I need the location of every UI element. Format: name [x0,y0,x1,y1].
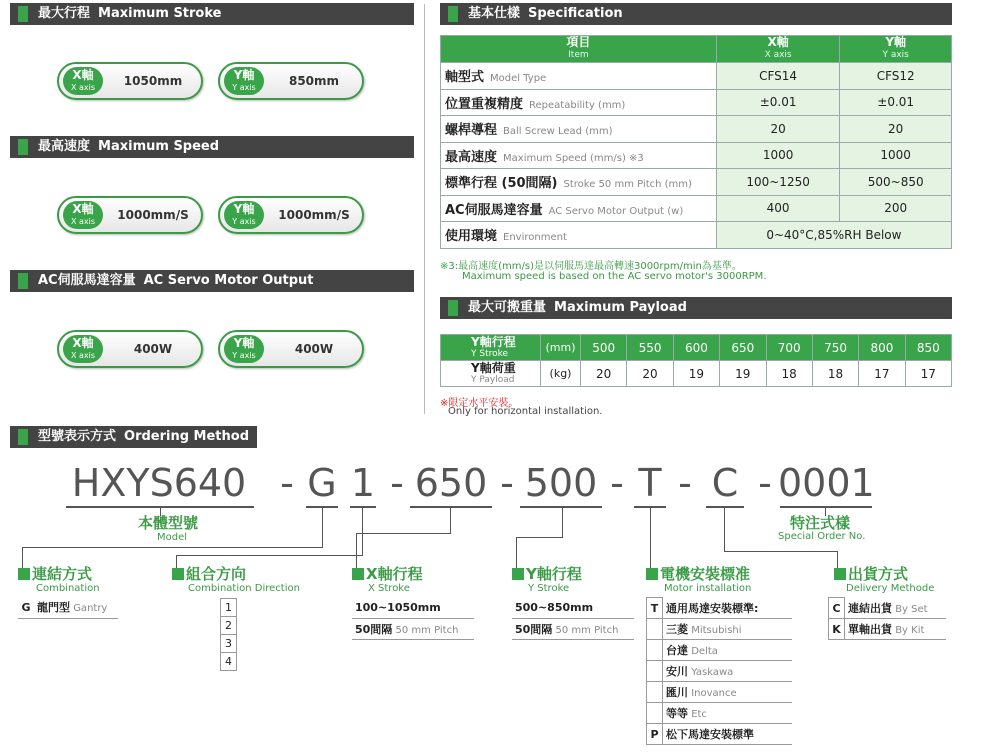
list-item [512,597,634,618]
spec-x-value: 400 [716,195,840,222]
stroke-y-pill [218,62,364,100]
list-item [647,598,793,619]
label-zh: Y軸荷重 [471,360,516,375]
payload-stroke-value: 600 [673,335,719,361]
option-en: Mitsubishi [691,625,742,636]
underline-direction [350,506,376,508]
speed-y-value: 1000mm/S [278,208,350,222]
label-square [834,568,846,580]
list-item [647,661,793,682]
payload-weight-label [441,361,541,387]
specification-header [440,3,952,25]
badge-zh: Y軸 [233,202,255,216]
spec-key [441,63,717,90]
badge-en: X axis [70,83,96,92]
header-en: Maximum Payload [554,300,687,315]
head-zh: Y軸 [885,35,907,49]
payload-header [440,297,952,319]
payload-weight-value: 19 [673,361,719,387]
option-text [663,598,793,619]
y-stroke-options [512,597,634,640]
option-text [663,724,793,745]
payload-note-en: Only for horizontal installation. [448,406,603,417]
x-stroke-range: 100~1050mm [352,597,474,618]
option-zh: 三菱 [666,623,688,636]
head-zh: 項目 [566,35,591,49]
header-zh: 最高速度 [38,139,91,154]
spec-x-value: ±0.01 [716,89,840,116]
spec-note-zh: ※3:最高速度(mm/s)是以伺服馬達最高轉速3000rpm/min為基準。 [440,261,742,272]
list-item [352,618,474,639]
speed-y-pill [218,196,364,234]
badge-zh: X軸 [72,68,94,82]
model-label-zh: 本體型號 [138,514,199,532]
payload-weight-unit: (kg) [541,361,581,387]
direction-label-en: Combination Direction [188,583,300,594]
direction-label [172,563,246,584]
list-item [221,617,237,635]
badge-zh: X軸 [72,336,94,350]
x-axis-badge [63,67,103,95]
spec-key [441,222,717,249]
y-stroke-range: 500~850mm [512,597,634,618]
key-zh: 位置重複精度 [445,96,524,112]
option-text [663,640,793,661]
key-en: Environment [503,232,567,244]
head-en: X axis [764,50,792,60]
table-row [441,142,952,169]
option-zh: 松下馬達安裝標準 [666,728,754,741]
delivery-label [834,563,908,584]
x-stroke-label [352,563,423,584]
head-en: Item [568,50,589,60]
payload-weight-value: 17 [905,361,951,387]
stroke-y-value: 850mm [288,74,340,88]
spec-head-item [441,36,717,63]
direction-option: 2 [221,617,237,635]
label-zh: 組合方向 [186,565,247,583]
payload-stroke-value: 550 [627,335,673,361]
payload-weight-value: 18 [812,361,858,387]
badge-zh: Y軸 [233,68,255,82]
spec-y-value: 20 [840,116,952,143]
direction-option: 3 [221,635,237,653]
list-item [221,635,237,653]
key-en: AC Servo Motor Output (w) [548,205,684,217]
payload-weight-value: 18 [766,361,812,387]
special-label-zh: 特注式樣 [790,514,851,532]
option-letter: P [647,724,663,745]
spec-header-row [441,36,952,63]
speed-x-value: 1000mm/S [117,208,189,222]
code-dash: - [500,461,514,505]
code-motor: T [638,461,662,505]
x-stroke-options [352,597,474,640]
head-zh: X軸 [767,35,789,49]
label-en: Y Payload [471,374,515,385]
list-item [829,619,947,640]
badge-en: Y axis [232,217,256,226]
code-dash: - [678,461,692,505]
connector-x-stroke [356,533,451,534]
list-item [221,599,237,617]
list-item [221,653,237,671]
option-zh: 龍門型 [37,601,70,615]
option-letter [647,619,663,640]
payload-weight-value: 19 [720,361,766,387]
spec-x-value: 100~1250 [716,169,840,196]
badge-en: Y axis [232,351,256,360]
key-en: Ball Screw Lead (mm) [503,126,613,138]
model-label-en: Model [157,532,188,543]
option-text [663,661,793,682]
payload-stroke-value: 700 [766,335,812,361]
option-zh: 安川 [666,665,688,678]
underline-special-no [780,506,872,508]
spec-table [440,35,952,249]
table-row [441,169,952,196]
payload-stroke-unit: (mm) [541,335,581,361]
payload-stroke-value: 650 [720,335,766,361]
code-dash: - [758,461,772,505]
label-square [512,568,524,580]
label-zh: Y軸行程 [526,565,582,583]
option-zh: 台達 [666,644,688,657]
code-model: HXYS640 [71,461,247,505]
spec-x-value: 20 [716,116,840,143]
connector-delivery [724,508,725,552]
connector-direction [176,555,363,556]
y-stroke-label-en: Y Stroke [528,583,570,594]
speed-x-pill [57,196,203,234]
payload-stroke-label [441,335,541,361]
option-text [845,619,947,640]
option-letter [647,682,663,703]
spec-y-value: 1000 [840,142,952,169]
spec-head-y [840,36,952,63]
combination-label [18,563,92,584]
table-row [441,195,952,222]
underline-x-stroke [410,506,492,508]
label-en: Y Stroke [471,348,509,359]
servo-output-header [10,270,414,292]
code-special-no: 0001 [778,461,875,505]
option-zh: 連結出貨 [848,601,892,615]
list-item [829,598,947,619]
pitch-en: 50 mm Pitch [555,624,619,636]
y-axis-badge [224,201,264,229]
spec-key [441,89,717,116]
stroke-x-pill [57,62,203,100]
connector-y-stroke [516,537,563,538]
delivery-options [828,597,946,640]
table-row [441,116,952,143]
header-en: Specification [528,6,623,21]
option-en: Etc [691,709,707,720]
option-text [34,597,118,618]
combination-options [18,597,118,619]
combination-label-en: Combination [36,583,100,594]
header-zh: AC伺服馬達容量 [38,273,136,288]
connector-delivery [724,551,838,552]
direction-option: 1 [221,599,237,617]
x-stroke-label-en: X Stroke [368,583,410,594]
direction-option: 4 [221,653,237,671]
underline-delivery [706,506,744,508]
label-square [352,568,364,580]
badge-en: X axis [70,351,96,360]
option-en: Gantry [73,603,108,615]
payload-stroke-row [441,335,952,361]
option-text [663,703,793,724]
label-square [646,568,658,580]
spec-y-value: 200 [840,195,952,222]
badge-en: X axis [70,217,96,226]
label-zh: Y軸行程 [471,334,516,349]
key-zh: 標準行程 (50間隔) [445,176,558,192]
y-stroke-label [512,563,582,584]
header-en: Maximum Stroke [98,6,222,21]
payload-stroke-value: 750 [812,335,858,361]
key-zh: 使用環境 [445,229,498,245]
spec-y-value: 500~850 [840,169,952,196]
code-direction: 1 [350,461,376,505]
list-item [352,597,474,618]
list-item [647,619,793,640]
x-axis-badge [63,335,103,363]
label-square [172,568,184,580]
head-en: Y axis [882,50,909,60]
ordering-header [10,426,257,448]
y-axis-badge [224,335,264,363]
header-zh: 最大行程 [38,6,91,21]
list-item [512,618,634,639]
direction-options [220,598,237,671]
spec-note-en: Maximum speed is based on the AC servo motor's 3000RPM. [462,271,767,282]
output-y-value: 400W [294,342,334,356]
special-label-en: Special Order No. [778,531,866,542]
option-en: By Kit [895,625,925,636]
option-letter: C [829,598,845,619]
spec-x-value: CFS14 [716,63,840,90]
spec-key [441,195,717,222]
key-en: Model Type [490,73,547,85]
spec-y-value: ±0.01 [840,89,952,116]
payload-stroke-value: 800 [859,335,905,361]
table-row [441,222,952,249]
y-stroke-pitch [512,618,634,639]
connector-combination [22,547,323,548]
output-y-pill [218,330,364,368]
header-en: Ordering Method [124,429,250,444]
payload-weight-row [441,361,952,387]
option-text [845,598,947,619]
key-zh: AC伺服馬達容量 [445,202,543,218]
spec-key [441,116,717,143]
output-x-value: 400W [133,342,173,356]
motor-options [646,597,792,745]
key-en: Stroke 50 mm Pitch (mm) [563,179,692,191]
header-zh: 最大可搬重量 [468,300,547,315]
spec-y-value: CFS12 [840,63,952,90]
badge-zh: X軸 [72,202,94,216]
option-zh: 單軸出貨 [848,623,892,636]
label-zh: 連結方式 [32,565,93,583]
table-row [441,89,952,116]
badge-zh: Y軸 [233,336,255,350]
column-divider [424,4,425,414]
option-letter: T [647,598,663,619]
list-item [647,703,793,724]
x-stroke-pitch [352,618,474,639]
list-item [647,682,793,703]
connector-x-stroke [450,508,451,534]
code-dash: - [610,461,624,505]
header-en: Maximum Speed [98,139,220,154]
y-axis-badge [224,67,264,95]
option-letter: K [829,619,845,640]
key-zh: 軸型式 [445,70,485,86]
code-dash: - [280,461,294,505]
pitch-en: 50 mm Pitch [395,624,459,636]
payload-weight-value: 20 [581,361,627,387]
option-letter [647,661,663,682]
header-zh: 基本仕樣 [468,6,521,21]
option-letter: G [18,597,34,618]
connector-combination [322,508,323,548]
label-zh: X軸行程 [366,565,423,583]
pitch-zh: 50間隔 [355,622,393,636]
option-zh: 通用馬達安裝標準: [666,601,759,615]
motor-label [646,563,750,584]
option-letter [647,703,663,724]
badge-en: Y axis [232,83,256,92]
label-zh: 出貨方式 [848,565,909,583]
max-speed-header [10,136,414,158]
connector-motor [650,508,651,569]
key-zh: 最高速度 [445,149,498,165]
output-x-pill [57,330,203,368]
key-en: Repeatability (mm) [529,99,626,111]
option-en: Inovance [691,688,737,699]
option-en: By Set [895,603,928,615]
label-zh: 電機安裝標准 [660,565,751,583]
code-y-stroke: 500 [524,461,598,505]
payload-note-zh: ※限定水平安裝。 [440,398,519,409]
option-text [663,682,793,703]
option-en: Yaskawa [691,667,734,678]
spec-head-x [716,36,840,63]
spec-key [441,169,717,196]
list-item [647,724,793,745]
pitch-zh: 50間隔 [515,622,553,636]
underline-y-stroke [520,506,602,508]
payload-weight-value: 20 [627,361,673,387]
max-stroke-header [10,3,414,25]
spec-xy-value: 0~40°C,85%RH Below [716,222,951,249]
table-row [441,63,952,90]
code-combination: G [307,461,337,505]
x-axis-badge [63,201,103,229]
delivery-label-en: Delivery Methode [846,583,935,594]
payload-table [440,334,952,387]
option-en: Delta [691,646,718,657]
key-zh: 螺桿導程 [445,123,498,139]
list-item [647,640,793,661]
motor-label-en: Motor installation [664,583,752,594]
payload-stroke-value: 500 [581,335,627,361]
key-en: Maximum Speed (mm/s) ※3 [503,152,644,164]
connector-direction [362,508,363,556]
list-item [18,597,118,618]
connector-y-stroke [562,508,563,538]
stroke-x-value: 1050mm [123,74,183,88]
code-x-stroke: 650 [414,461,488,505]
option-zh: 匯川 [666,686,688,699]
option-letter [647,640,663,661]
code-dash: - [390,461,404,505]
label-square [18,568,30,580]
header-en: AC Servo Motor Output [143,273,314,288]
option-text [663,619,793,640]
header-zh: 型號表示方式 [38,429,117,444]
option-zh: 等等 [666,707,688,720]
payload-weight-value: 17 [859,361,905,387]
code-delivery: C [711,461,739,505]
spec-x-value: 1000 [716,142,840,169]
spec-key [441,142,717,169]
payload-stroke-value: 850 [905,335,951,361]
